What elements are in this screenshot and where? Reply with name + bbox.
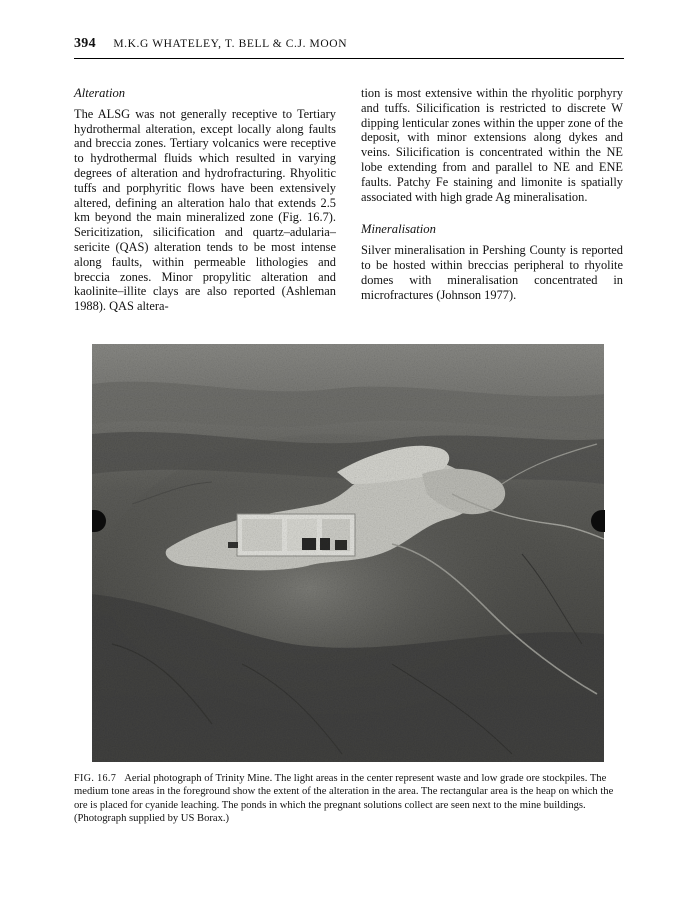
running-header [74,36,624,52]
left-column [74,86,336,314]
figure-caption-text: Aerial photograph of Trinity Mine. The light areas in the center represent waste and low grade ore stockpiles. The medium tone areas in the foreground show the extent of the alteration in the area. The rectangular area is the heap on which the ore is placed for cyanide leaching. The ponds in which the pregnant solutions collect are seen next to the mine buildings. (Photograph supplied by US Borax.) [74,773,614,825]
aerial-photograph [92,344,604,762]
figure-label: FIG. 16.7 [74,773,117,784]
figure-caption [74,772,624,826]
section-heading-mineralisation: Mineralisation [361,222,436,237]
section-heading-alteration: Alteration [74,86,126,100]
aerial-photo-illustration [92,344,604,762]
alteration-paragraph-continued: tion is most extensive within the rhyolitic porphyry and tuffs. Silicification is restricted to discrete W dipping lenticular zones within the upper zone of the deposit, with minor extensions along dykes and veins. Silicification is concentrated within the NE lobe extending from and parallel to NE and ENE faults. Patchy Fe staining and limonite is spatially associated with high grade Ag mineralisation. [361,86,623,204]
page-number: 394 [74,36,96,51]
right-column [361,86,623,302]
header-rule [74,58,624,59]
running-header-authors: M.K.G WHATELEY, T. BELL & C.J. MOON [113,38,348,50]
alteration-paragraph: The ALSG was not generally receptive to Tertiary hydrothermal alteration, except locally along faults and breccia zones. Tertiary volcanics were receptive to hydrothermal fluids which resulted in varying degrees of alteration and hydrofracturing. Rhyolitic tuffs and porphyritic flows have been extensively altered, defining an alteration halo that extends 2.5 km beyond the main mineralized zone (Fig. 16.7). Sericitization, silicification and quartz–adularia–sericite (QAS) alteration tends to be most intense along faults, within permeable lithologies and breccia zones. Minor propylitic alteration and kaolinite–illite clays are also reported (Ashleman 1988). QAS altera- [74,106,336,314]
mineralisation-paragraph: Silver mineralisation in Pershing County is reported to be hosted within breccias peripheral to rhyolite domes with mineralisation concentrated in microfractures (Johnson 1977). [361,243,623,302]
